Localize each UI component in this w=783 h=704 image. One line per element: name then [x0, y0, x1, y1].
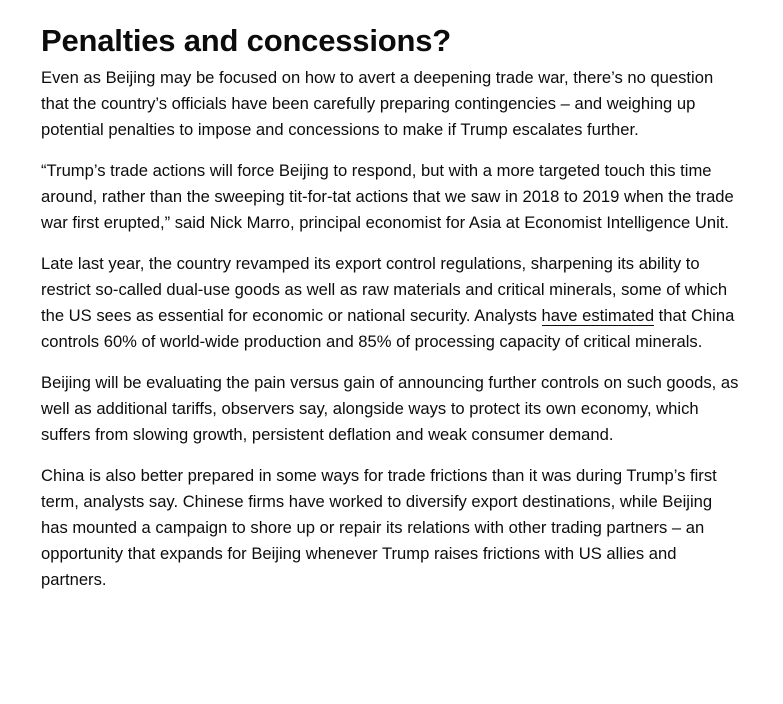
paragraph-1: Even as Beijing may be focused on how to avert a deepening trade war, there’s no question that the country’s officials have been carefully preparing contingencies – and weighing up potential penalties to impose and concessions to make if Trump escalates further. — [41, 68, 714, 139]
paragraph-4: Beijing will be evaluating the pain versus gain of announcing further controls on such goods, as well as additional tariffs, observers say, alongside ways to protect its own economy, which suffers from slowing growth, persistent deflation and weak consumer demand. — [41, 373, 739, 444]
section-heading: Penalties and concessions? — [41, 23, 452, 58]
have-estimated-link[interactable]: have estimated — [541, 306, 655, 325]
paragraph-2: “Trump’s trade actions will force Beijing to respond, but with a more targeted touch this time around, rather than the sweeping tit-for-tat actions that we saw in 2018 to 2019 when the trade war first erupted,” said Nick Marro, principal economist for Asia at Economist Intelligence Unit. — [41, 161, 734, 232]
article-body — [41, 0, 741, 593]
paragraph-3-text-start: Late last year, the country revamped its export control regulations, sharpening its ability to restrict so-called dual-use goods as well as raw materials and critical minerals, some of which the US sees as essential for economic or national security. Analysts — [41, 254, 728, 325]
paragraph-5: China is also better prepared in some ways for trade frictions than it was during Trump’s first term, analysts say. Chinese firms have worked to diversify export destinations, while Beijing has mounted a campaign to shore up or repair its relations with other trading partners – an opportunity that expands for Beijing whenever Trump raises frictions with US allies and partners. — [41, 466, 717, 589]
paragraph-3-text-end: that China controls 60% of world-wide production and 85% of processing capacity of critical minerals. — [41, 306, 735, 351]
paragraph-3 — [41, 251, 741, 355]
